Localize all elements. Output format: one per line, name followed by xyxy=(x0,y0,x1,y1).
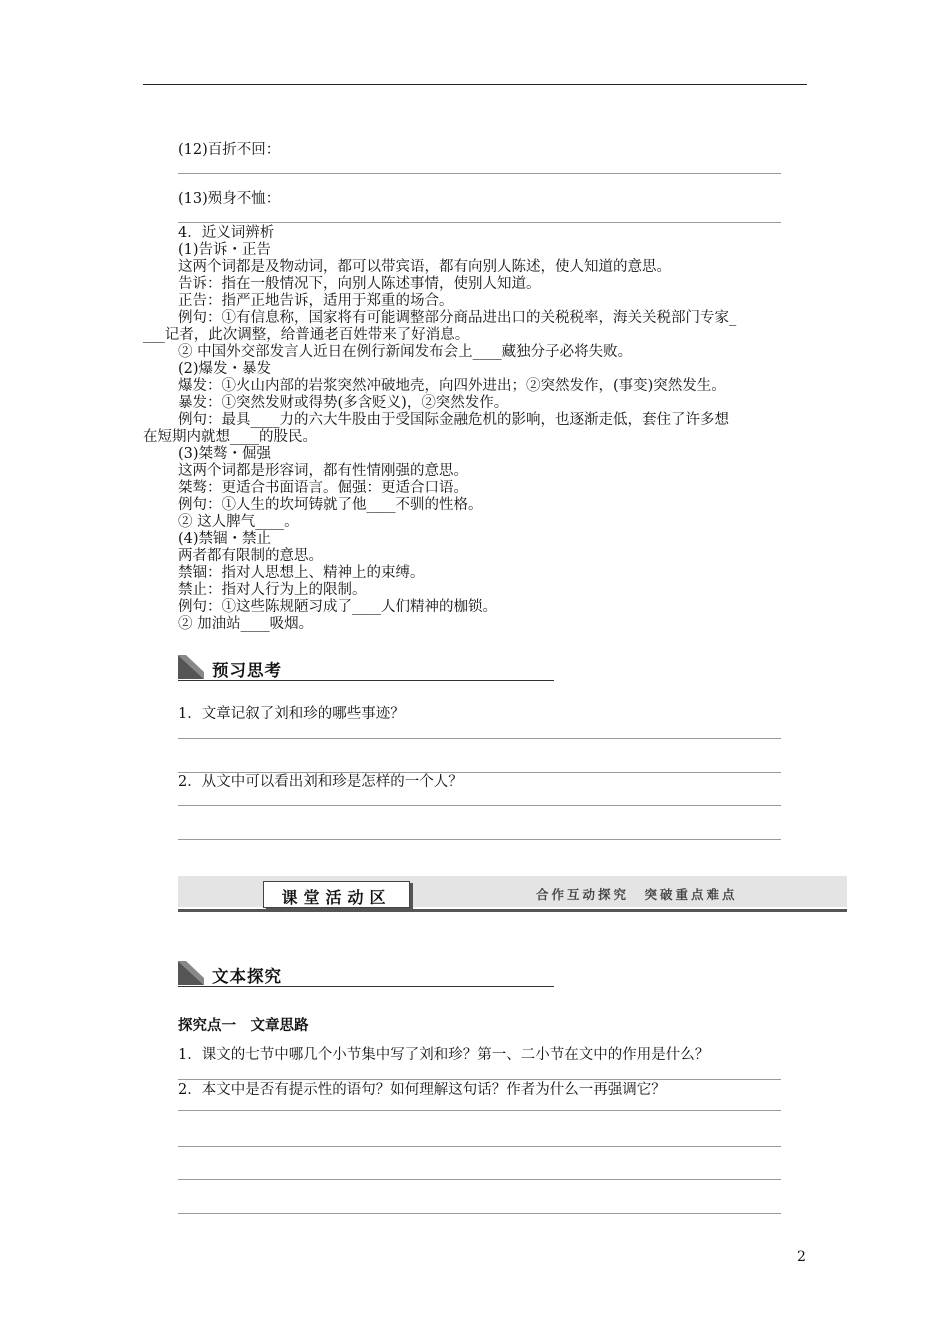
banner-subtitle: 合作互动探究 突破重点难点 xyxy=(536,887,738,902)
banner-bar xyxy=(178,909,847,912)
explore-question-2: 2．本文中是否有提示性的语句？如何理解这句话？作者为什么一再强调它？ xyxy=(178,1082,666,1098)
group1-example: ② 中国外交部发言人近日在例行新闻发布会上____藏独分子必将失败。 xyxy=(178,344,633,360)
item-12: (12)百折不回： xyxy=(178,142,281,158)
group1-line: 告诉：指在一般情况下，向别人陈述事情，使别人知道。 xyxy=(178,276,541,292)
group4-title: (4)禁锢・禁止 xyxy=(178,531,272,547)
group1-line: 这两个词都是及物动词，都可以带宾语，都有向别人陈述，使人知道的意思。 xyxy=(178,259,671,275)
preview-question-1: 1．文章记叙了刘和珍的哪些事迹？ xyxy=(178,706,405,722)
preview-title: 预习思考 xyxy=(212,661,282,680)
section-underline xyxy=(178,986,554,987)
section-marker-icon xyxy=(178,655,204,679)
classroom-activity-banner xyxy=(178,876,847,914)
group4-line: 两者都有限制的意思。 xyxy=(178,548,323,564)
group2-example: 例句：最具____力的六大牛股由于受国际金融危机的影响，也逐渐走低，套住了许多想 xyxy=(178,412,729,428)
group3-line: 桀骜：更适合书面语言。倔强：更适合口语。 xyxy=(178,480,468,496)
answer-line[interactable] xyxy=(178,1213,781,1214)
answer-line[interactable] xyxy=(178,1179,781,1180)
banner-title-box xyxy=(263,881,410,908)
group2-title: (2)爆发・暴发 xyxy=(178,361,272,377)
preview-question-2: 2．从文中可以看出刘和珍是怎样的一个人？ xyxy=(178,774,463,790)
page-number: 2 xyxy=(797,1249,806,1265)
answer-line[interactable] xyxy=(178,738,781,739)
answer-line[interactable] xyxy=(178,1110,781,1111)
group2-line: 爆发：①火山内部的岩浆突然冲破地壳，向四外进出；②突然发作，(事变)突然发生。 xyxy=(178,378,726,394)
answer-line[interactable] xyxy=(178,1079,781,1080)
section-underline xyxy=(178,680,554,681)
group4-example: ② 加油站____吸烟。 xyxy=(178,616,314,632)
header-rule xyxy=(143,84,807,85)
answer-line[interactable] xyxy=(178,1146,781,1147)
answer-line[interactable] xyxy=(178,839,781,840)
group2-example-cont: 在短期内就想____的股民。 xyxy=(143,429,317,445)
item-13: (13)殒身不恤： xyxy=(178,191,281,207)
answer-line[interactable] xyxy=(178,805,781,806)
text-explore-section-header xyxy=(178,961,554,987)
answer-line[interactable] xyxy=(178,222,781,223)
group3-line: 这两个词都是形容词，都有性情刚强的意思。 xyxy=(178,463,468,479)
group3-example: ② 这人脾气____。 xyxy=(178,514,299,530)
answer-line[interactable] xyxy=(178,772,781,773)
banner-title: 课堂活动区 xyxy=(281,888,392,907)
section-marker-icon xyxy=(178,961,204,985)
group4-line: 禁止：指对人行为上的限制。 xyxy=(178,582,367,598)
group1-line: 正告：指严正地告诉，适用于郑重的场合。 xyxy=(178,293,454,309)
group2-line: 暴发：①突然发财或得势(多含贬义)，②突然发作。 xyxy=(178,395,509,411)
group1-title: (1)告诉・正告 xyxy=(178,242,272,258)
answer-line[interactable] xyxy=(178,173,781,174)
text-explore-title: 文本探究 xyxy=(212,967,282,986)
preview-section-header xyxy=(178,655,554,681)
explore-question-1: 1．课文的七节中哪几个小节集中写了刘和珍？第一、二小节在文中的作用是什么？ xyxy=(178,1047,710,1063)
group3-title: (3)桀骜・倔强 xyxy=(178,446,272,462)
synonym-heading: 4．近义词辨析 xyxy=(178,225,275,241)
group1-example-cont: ___记者，此次调整，给普通老百姓带来了好消息。 xyxy=(143,327,470,343)
group3-example: 例句：①人生的坎坷铸就了他____不驯的性格。 xyxy=(178,497,483,513)
group4-line: 禁锢：指对人思想上、精神上的束缚。 xyxy=(178,565,425,581)
group4-example: 例句：①这些陈规陋习成了____人们精神的枷锁。 xyxy=(178,599,497,615)
group1-example: 例句：①有信息称，国家将有可能调整部分商品进出口的关税税率，海关关税部门专家_ xyxy=(178,310,737,326)
explore-point-title: 探究点一 文章思路 xyxy=(178,1018,309,1034)
